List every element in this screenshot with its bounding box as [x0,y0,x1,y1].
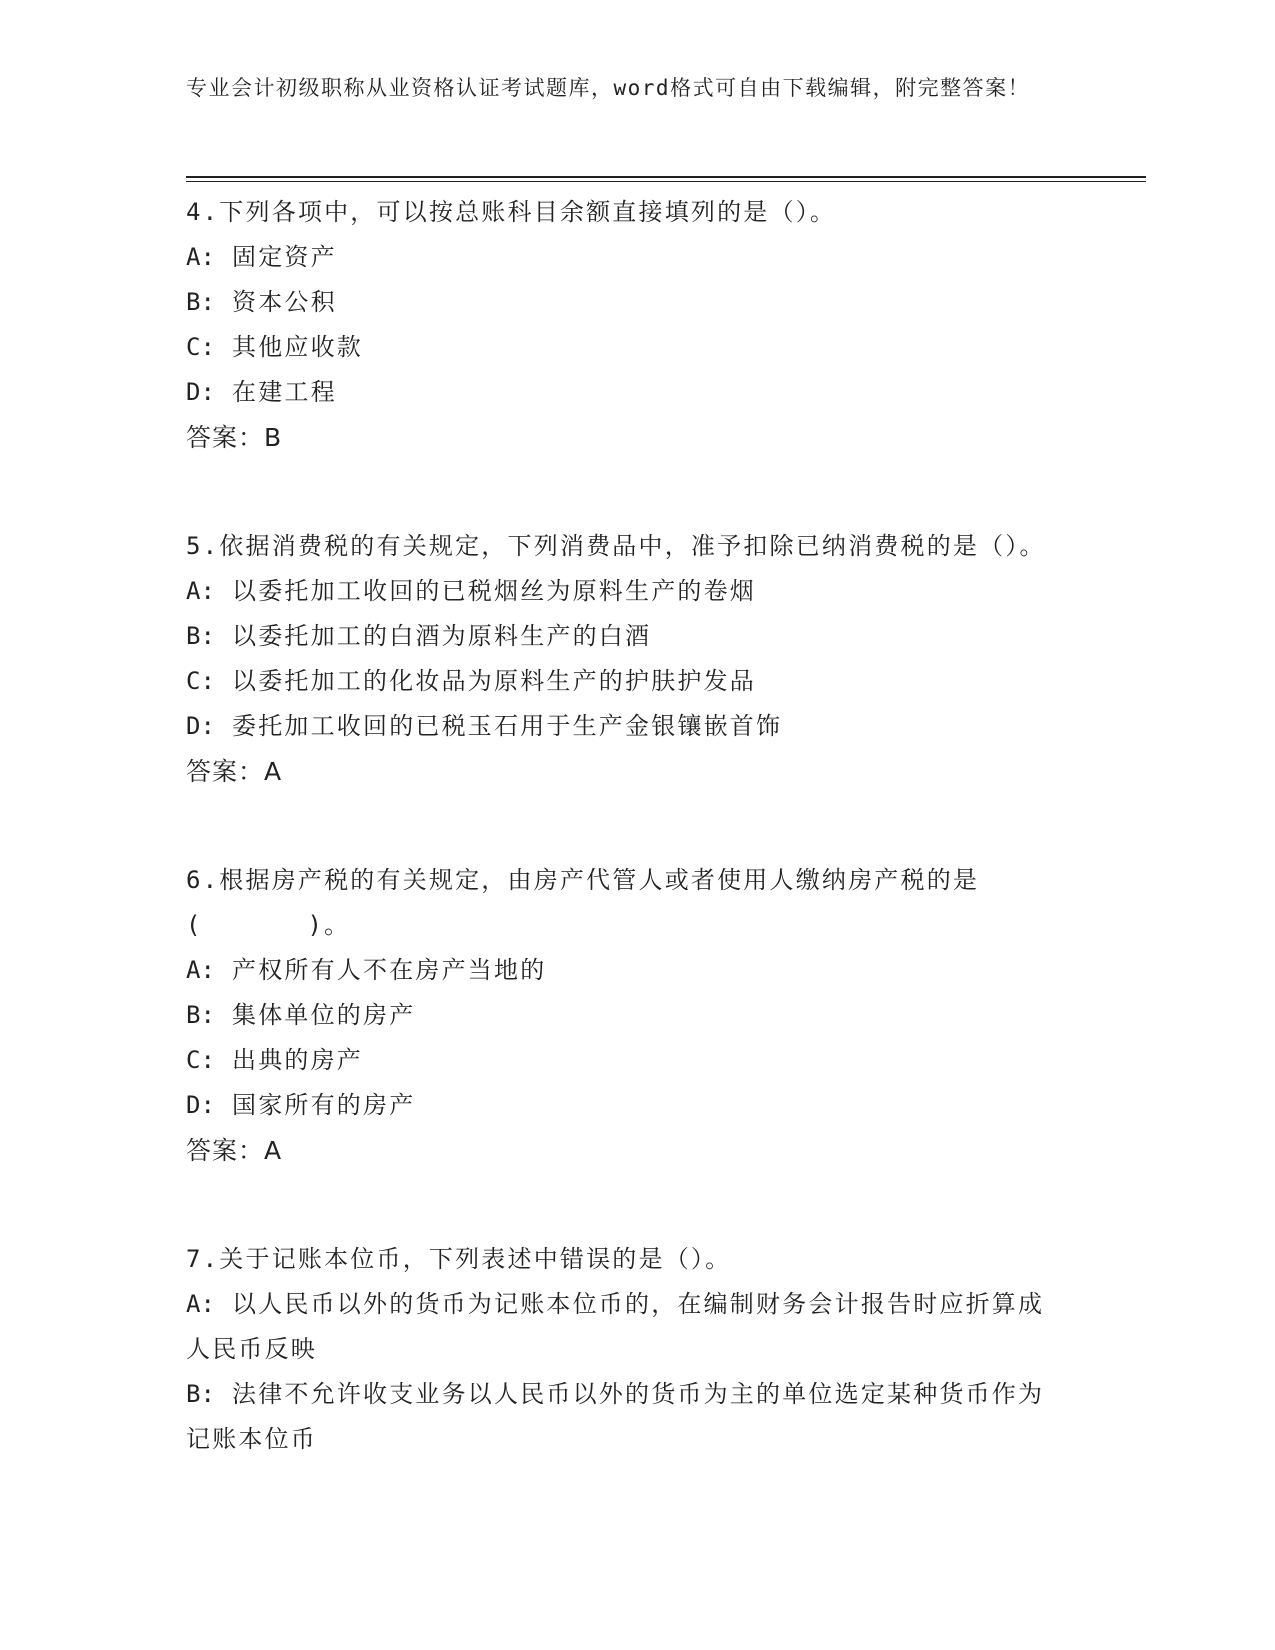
option-a [186,235,1066,280]
question-4 [186,190,1066,460]
option-key: C: [186,1046,215,1074]
option-b [186,614,1066,659]
option-key: A: [186,1290,215,1318]
option-key: B: [186,288,215,316]
header-divider-thin [186,181,1146,182]
option-key: B: [186,622,215,650]
header-divider [186,176,1146,178]
document-header: 专业会计初级职称从业资格认证考试题库，word格式可自由下载编辑，附完整答案！ [186,76,1031,100]
question-text: 7.关于记账本位币，下列表述中错误的是（）。 [186,1245,732,1273]
option-c [186,325,1066,370]
option-a [186,569,1066,614]
question-text: 4.下列各项中，可以按总账科目余额直接填列的是（）。 [186,198,837,226]
option-key: D: [186,378,215,406]
question-6 [186,858,1066,1173]
option-key: D: [186,712,215,740]
option-text: 以委托加工的白酒为原料生产的白酒 [232,622,652,650]
option-key: B: [186,1380,215,1408]
option-c [186,659,1066,704]
option-text: 集体单位的房产 [232,1001,416,1029]
option-b [186,280,1066,325]
option-key: C: [186,667,215,695]
option-text: 以委托加工收回的已税烟丝为原料生产的卷烟 [232,577,756,605]
option-a [186,948,1066,993]
option-key: D: [186,1091,215,1119]
option-text: 国家所有的房产 [232,1091,416,1119]
question-list [186,190,1066,1526]
option-key: A: [186,956,215,984]
option-text: 产权所有人不在房产当地的 [232,956,547,984]
option-key: B: [186,1001,215,1029]
answer: 答案：A [186,757,283,786]
option-text: 固定资产 [232,243,337,271]
option-c [186,1038,1066,1083]
option-text: 其他应收款 [232,333,363,361]
question-text: 5.依据消费税的有关规定，下列消费品中，准予扣除已纳消费税的是（）。 [186,532,1046,560]
option-b [186,1372,1066,1462]
option-key: A: [186,243,215,271]
option-b [186,993,1066,1038]
option-text: 委托加工收回的已税玉石用于生产金银镶嵌首饰 [232,712,783,740]
option-key: A: [186,577,215,605]
question-text: 6.根据房产税的有关规定，由房产代管人或者使用人缴纳房产税的是( )。 [186,866,980,939]
option-text: 法律不允许收支业务以人民币以外的货币为主的单位选定某种货币作为记账本位币 [186,1380,1045,1453]
option-d [186,704,1066,749]
question-7 [186,1237,1066,1462]
option-text: 资本公积 [232,288,337,316]
answer: 答案：B [186,423,283,452]
option-key: C: [186,333,215,361]
option-text: 出典的房产 [232,1046,363,1074]
option-a [186,1282,1066,1372]
option-text: 以委托加工的化妆品为原料生产的护肤护发品 [232,667,756,695]
question-5 [186,524,1066,794]
option-text: 以人民币以外的货币为记账本位币的，在编制财务会计报告时应折算成人民币反映 [186,1290,1045,1363]
answer: 答案：A [186,1136,283,1165]
option-d [186,1083,1066,1128]
option-d [186,370,1066,415]
option-text: 在建工程 [232,378,337,406]
